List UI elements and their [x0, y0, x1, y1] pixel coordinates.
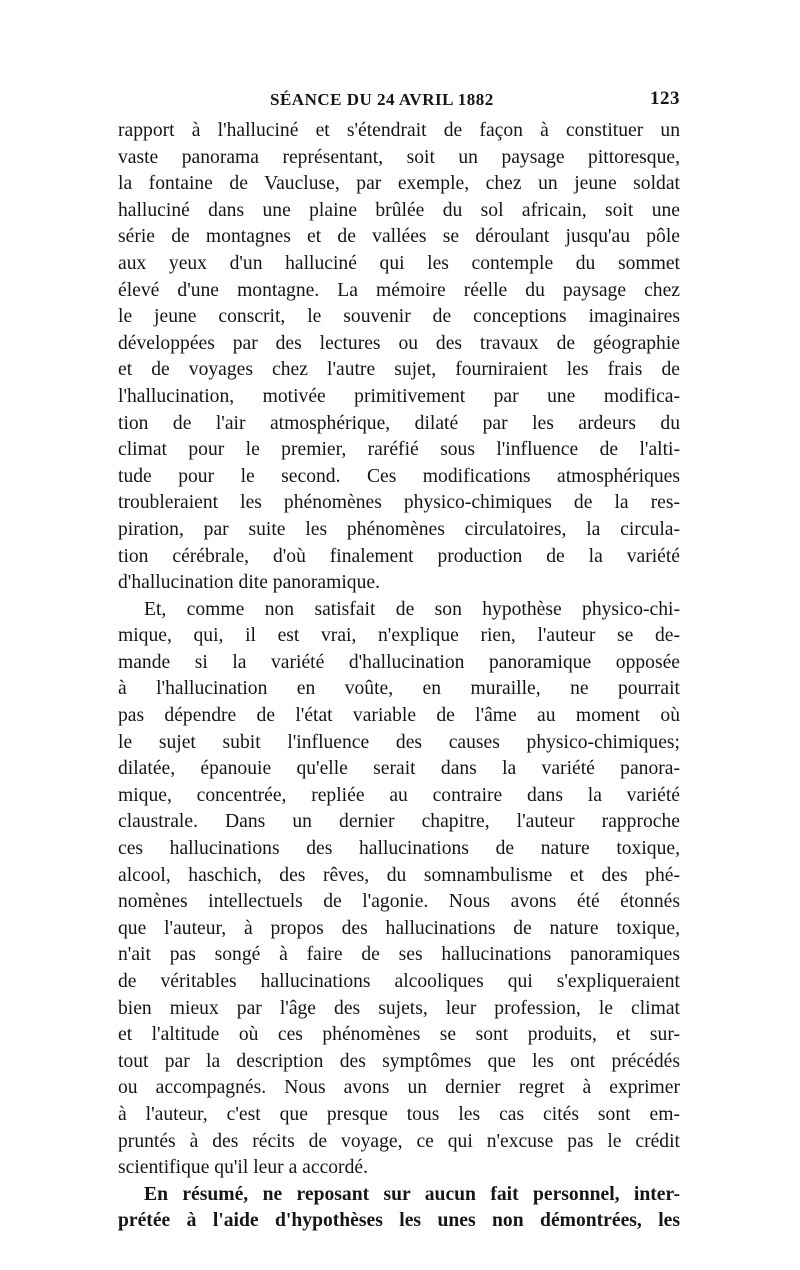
text-line: à l'hallucination en voûte, en muraille, ne pourrait: [118, 678, 680, 700]
text-line: ces hallucinations des hallucinations de nature toxique,: [118, 838, 680, 860]
text-line: série de montagnes et de vallées se déroulant jusqu'au pôle: [118, 226, 680, 248]
text-line: de véritables hallucinations alcooliques qui s'expliqueraient: [118, 971, 680, 992]
text-line: le sujet subit l'influence des causes physico-chimiques;: [118, 731, 680, 753]
text-line: mique, concentrée, repliée au contraire dans la variété: [118, 784, 680, 806]
text-line: à l'auteur, c'est que presque tous les cas cités sont em-: [118, 1103, 680, 1125]
text-line: bien mieux par l'âge des sujets, leur profession, le climat: [118, 997, 680, 1019]
text-line: ou accompagnés. Nous avons un dernier regret à exprimer: [118, 1077, 680, 1099]
text-line: que l'auteur, à propos des hallucinations de nature toxique,: [118, 917, 680, 939]
text-line: l'hallucination, motivée primitivement par une modifica-: [118, 385, 680, 407]
text-line: tout par la description des symptômes que les ont précédés: [118, 1050, 680, 1072]
text-line: piration, par suite les phénomènes circulatoires, la circula-: [118, 518, 680, 540]
text-line: troubleraient les phénomènes physico-chimiques de la res-: [118, 492, 680, 514]
paragraph-start-line: Et, comme non satisfait de son hypothèse physico-chi-: [144, 598, 680, 620]
text-line: aux yeux d'un halluciné qui les contemple du sommet: [118, 252, 680, 274]
text-line: nomènes intellectuels de l'agonie. Nous avons été étonnés: [118, 891, 680, 913]
running-head-title: SÉANCE DU 24 AVRIL 1882: [270, 90, 494, 109]
text-line: le jeune conscrit, le souvenir de conceptions imaginaires: [118, 306, 680, 328]
paragraph-end-line: d'hallucination dite panoramique.: [118, 572, 380, 594]
text-line: et de voyages chez l'autre sujet, fourniraient les frais de: [118, 359, 680, 381]
text-line: tude pour le second. Ces modifications atmosphériques: [118, 465, 680, 487]
text-line: rapport à l'halluciné et s'étendrait de façon à constituer un: [118, 120, 680, 141]
text-line: la fontaine de Vaucluse, par exemple, chez un jeune soldat: [118, 173, 680, 195]
text-line: pruntés à des récits de voyage, ce qui n'excuse pas le crédit: [118, 1130, 680, 1152]
text-line: climat pour le premier, raréfié sous l'influence de l'alti-: [118, 439, 680, 461]
page-number: 123: [650, 88, 680, 109]
text-line: alcool, haschich, des rêves, du somnambulisme et des phé-: [118, 864, 680, 886]
text-line: dilatée, épanouie qu'elle serait dans la variété panora-: [118, 758, 680, 780]
paragraph-end-line: scientifique qu'il leur a accordé.: [118, 1157, 368, 1179]
text-line: prétée à l'aide d'hypothèses les unes non démontrées, les: [118, 1210, 680, 1232]
text-line: développées par des lectures ou des travaux de géographie: [118, 332, 680, 354]
text-line: mique, qui, il est vrai, n'explique rien, l'auteur se de-: [118, 625, 680, 647]
text-line: tion de l'air atmosphérique, dilaté par les ardeurs du: [118, 412, 680, 434]
text-line: halluciné dans une plaine brûlée du sol africain, soit une: [118, 199, 680, 221]
text-line: vaste panorama représentant, soit un paysage pittoresque,: [118, 146, 680, 168]
book-page: [118, 88, 680, 1235]
running-head: [118, 88, 680, 118]
text-line: claustrale. Dans un dernier chapitre, l'auteur rapproche: [118, 811, 680, 833]
text-line: élevé d'une montagne. La mémoire réelle du paysage chez: [118, 279, 680, 301]
text-line: et l'altitude où ces phénomènes se sont produits, et sur-: [118, 1024, 680, 1046]
text-line: tion cérébrale, d'où finalement production de la variété: [118, 545, 680, 567]
text-line: mande si la variété d'hallucination panoramique opposée: [118, 651, 680, 673]
text-line: n'ait pas songé à faire de ses hallucinations panoramiques: [118, 944, 680, 966]
paragraph-start-line: En résumé, ne reposant sur aucun fait personnel, inter-: [144, 1183, 680, 1205]
body-text: [118, 118, 680, 1235]
text-line: pas dépendre de l'état variable de l'âme au moment où: [118, 705, 680, 727]
